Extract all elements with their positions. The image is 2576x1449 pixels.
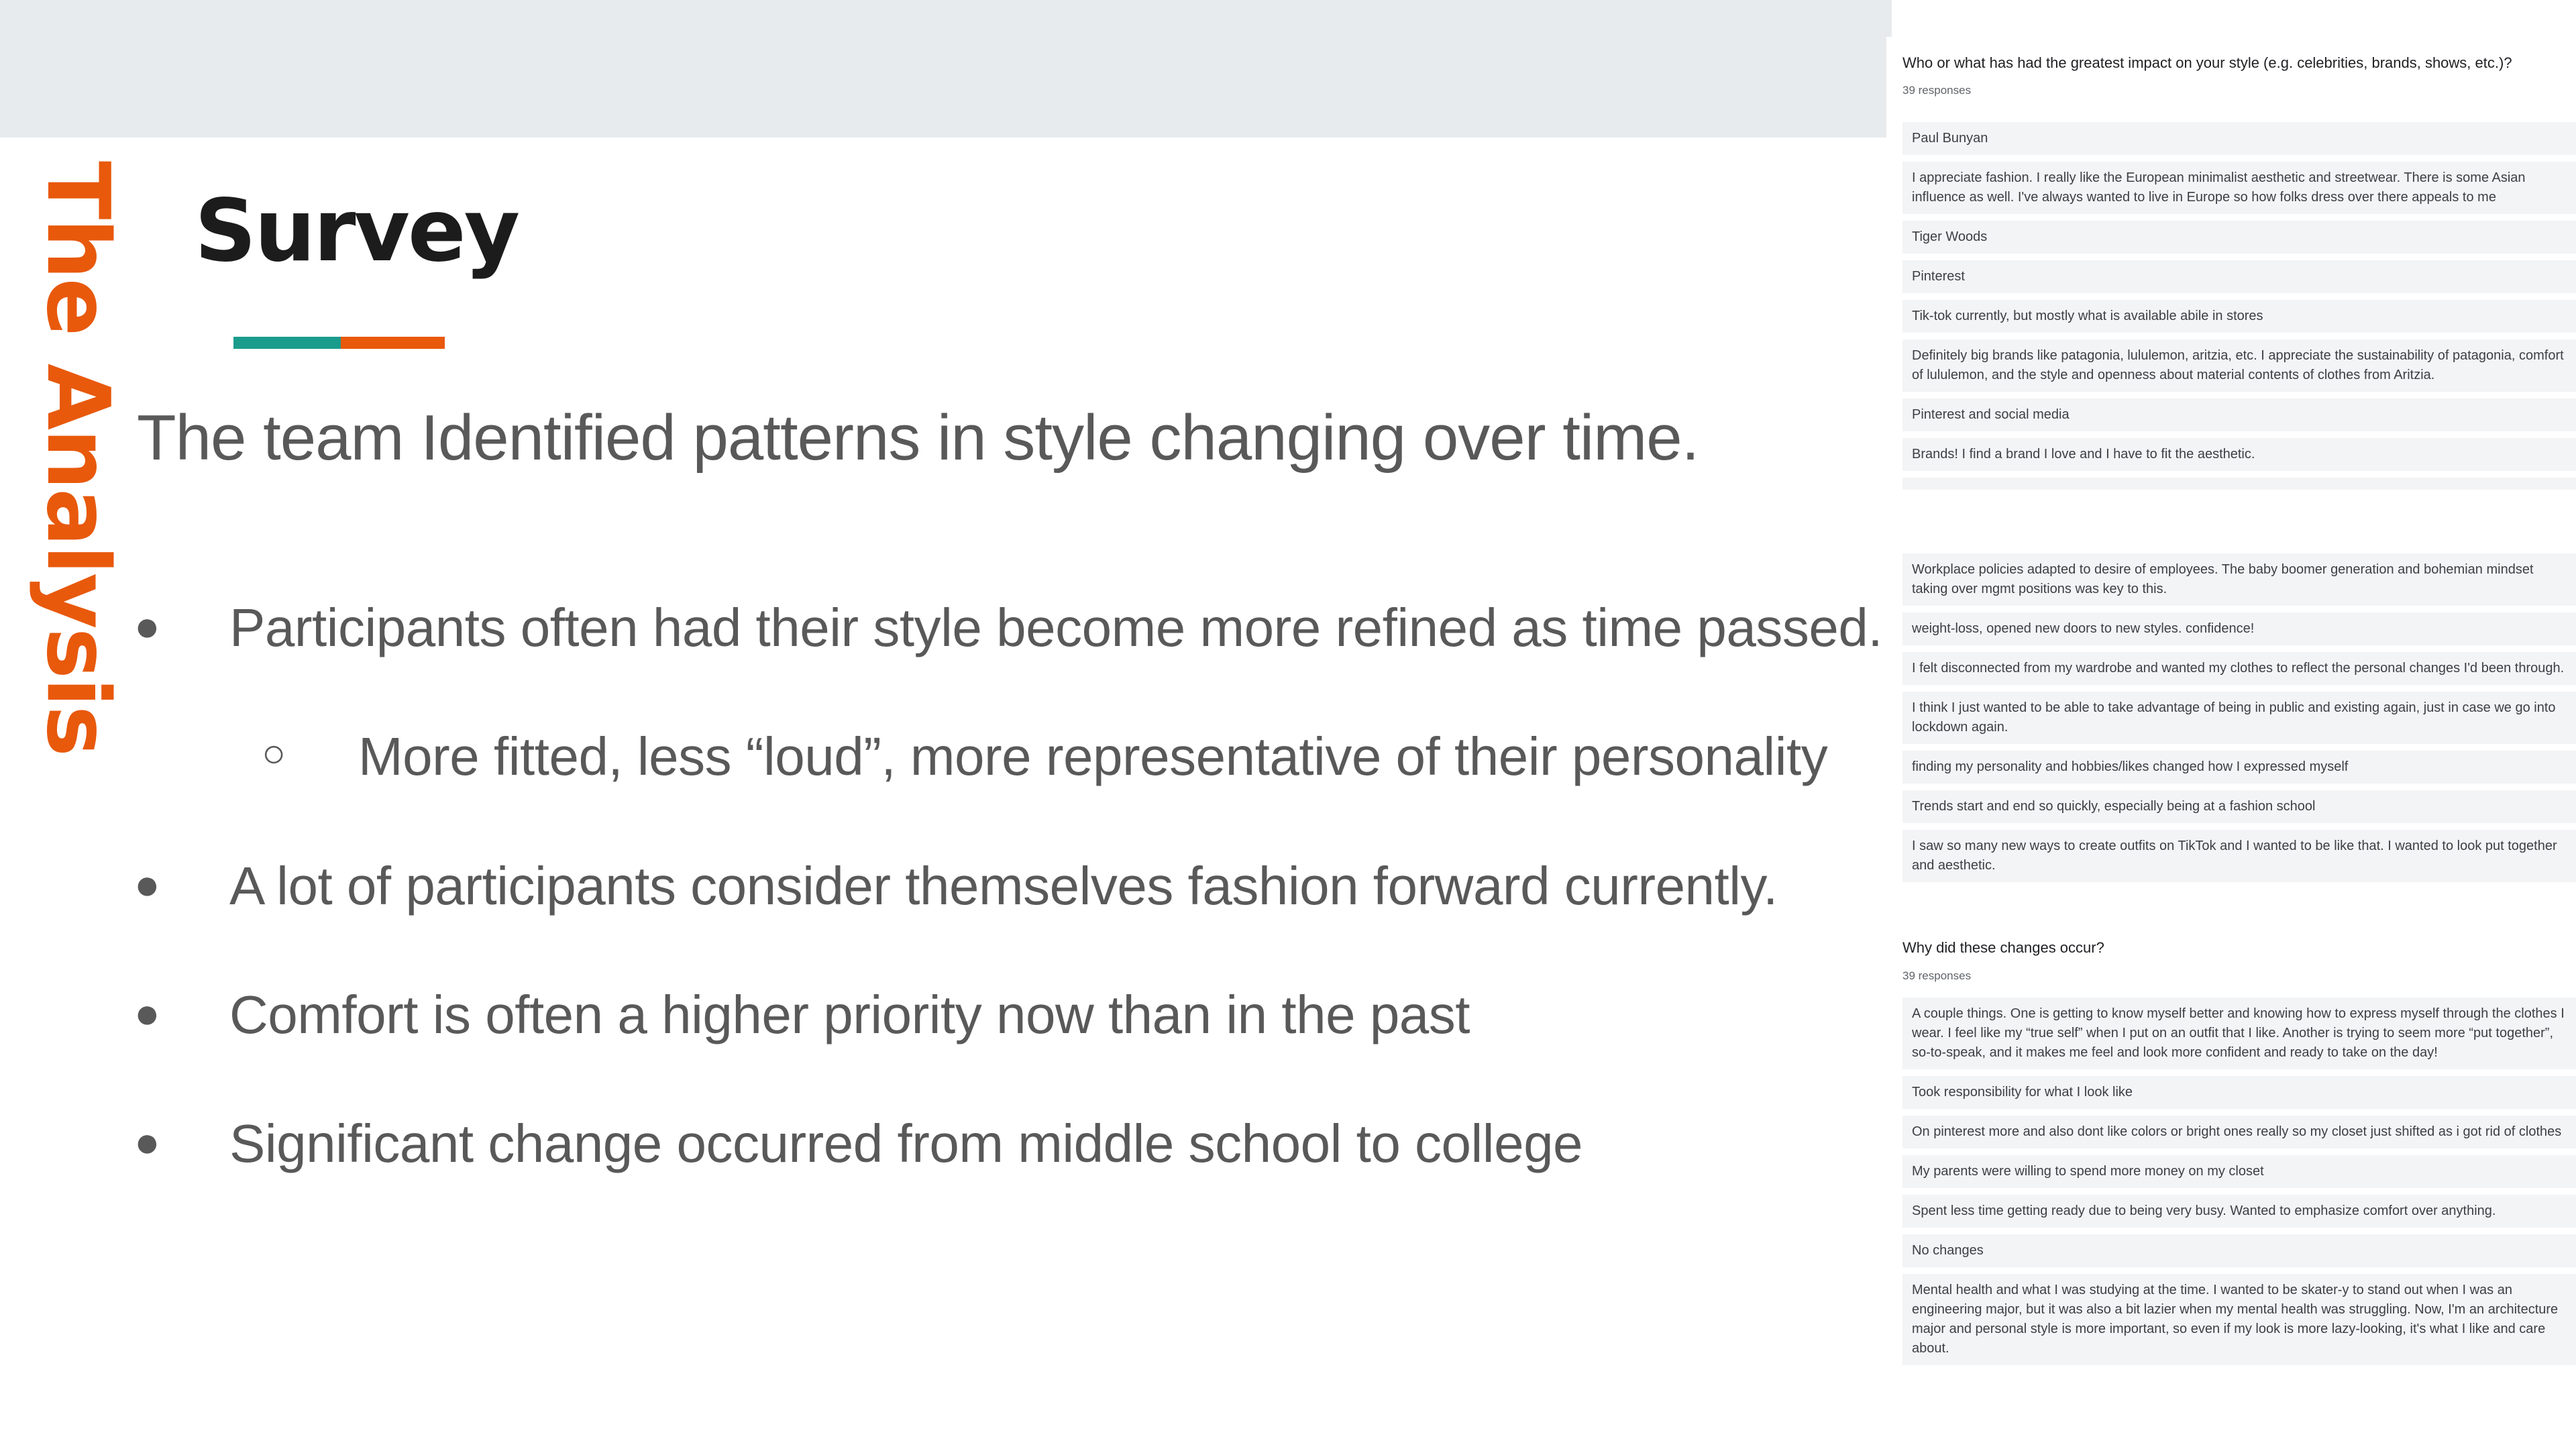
- bullet-icon: ●: [134, 1118, 160, 1166]
- response-item: Definitely big brands like patagonia, lululemon, aritzia, etc. I appreciate the sustainability of patagonia, comfort of lululemon, and the style and openness about material contents of clothes from Aritzia.: [1902, 339, 2576, 392]
- response-item: Mental health and what I was studying at the time. I wanted to be skater-y to stand out when I was an engineering major, but it was also a bit lazier when my mental health was struggling. Now, I'm an architecture major and personal style is more important, so even if my look is more lazy-looking, it's what I like and care about.: [1902, 1274, 2576, 1365]
- slide-title: Survey: [195, 181, 519, 281]
- response-item: Took responsibility for what I look like: [1902, 1076, 2576, 1109]
- response-item: Tik-tok currently, but mostly what is available abile in stores: [1902, 300, 2576, 333]
- section-title: The Analysis: [28, 161, 127, 755]
- response-item: Paul Bunyan: [1902, 122, 2576, 155]
- response-item: Spent less time getting ready due to being very busy. Wanted to emphasize comfort over anything.: [1902, 1195, 2576, 1228]
- response-item: No changes: [1902, 1234, 2576, 1267]
- response-item: Pinterest and social media: [1902, 398, 2576, 431]
- survey-screenshot: [1886, 37, 2576, 1449]
- response-item: I appreciate fashion. I really like the European minimalist aesthetic and streetwear. There is some Asian influence as well. I've always wanted to live in Europe so how folks dress over there appeals to me: [1902, 162, 2576, 214]
- bullet-text: Participants often had their style become more refined as time passed.: [229, 598, 1883, 657]
- response-item: finding my personality and hobbies/likes changed how I expressed myself: [1902, 751, 2576, 784]
- response-count: 39 responses: [1902, 969, 1972, 982]
- response-item: Brands! I find a brand I love and I have to fit the aesthetic.: [1902, 438, 2576, 471]
- bullet-text: Comfort is often a higher priority now than in the past: [229, 985, 1470, 1044]
- bullet-text: Significant change occurred from middle school to college: [229, 1114, 1583, 1173]
- bullet-icon: ●: [134, 860, 160, 908]
- response-item: I think I just wanted to be able to take advantage of being in public and existing again, just in case we go into lockdown again.: [1902, 692, 2576, 744]
- response-item: A couple things. One is getting to know myself better and knowing how to express myself through the clothes I wear. I feel like my “true self” when I put on an outfit that I like. Another is trying to seem more “put together”, so-to-speak, and it makes me feel and look more confident and ready to take on the day!: [1902, 998, 2576, 1069]
- intro-text: The team Identified patterns in style changing over time.: [137, 402, 1699, 474]
- response-item: Tiger Woods: [1902, 221, 2576, 254]
- question-title: Why did these changes occur?: [1902, 939, 2104, 956]
- response-item: I felt disconnected from my wardrobe and wanted my clothes to reflect the personal changes I'd been through.: [1902, 652, 2576, 685]
- response-item: Workplace policies adapted to desire of employees. The baby boomer generation and bohemian mindset taking over mgmt positions was key to this.: [1902, 553, 2576, 606]
- response-item: On pinterest more and also dont like colors or bright ones really so my closet just shifted as i got rid of clothes: [1902, 1116, 2576, 1148]
- response-item: My parents were willing to spend more money on my closet: [1902, 1155, 2576, 1188]
- response-list-q2: [1902, 553, 2576, 889]
- response-item: Trends start and end so quickly, especially being at a fashion school: [1902, 790, 2576, 823]
- bullet-text: A lot of participants consider themselves fashion forward currently.: [229, 856, 1778, 916]
- response-item: I saw so many new ways to create outfits on TikTok and I wanted to be like that. I wanted to look put together and aesthetic.: [1902, 830, 2576, 882]
- response-count: 39 responses: [1902, 84, 1972, 97]
- sub-bullet-text: More fitted, less “loud”, more representative of their personality: [358, 727, 1828, 786]
- response-spacer: [1902, 478, 2576, 490]
- response-item: Pinterest: [1902, 260, 2576, 293]
- response-list-q1: [1902, 122, 2576, 496]
- bullet-icon: ●: [134, 989, 160, 1037]
- bullet-icon: ●: [134, 602, 160, 650]
- sub-bullet-icon: ○: [262, 731, 286, 775]
- question-title: Who or what has had the greatest impact on your style (e.g. celebrities, brands, shows, etc.)?: [1902, 54, 2512, 71]
- response-list-q3: [1902, 998, 2576, 1372]
- response-item: weight-loss, opened new doors to new styles. confidence!: [1902, 612, 2576, 645]
